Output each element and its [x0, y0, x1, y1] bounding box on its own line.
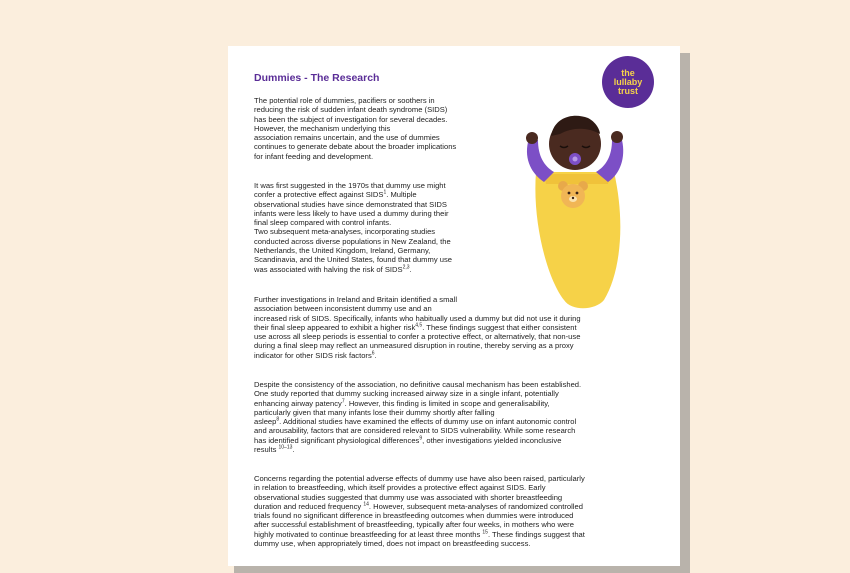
text-line: observational studies have since demonstrated that SIDS [254, 199, 447, 209]
paragraph-intro [254, 96, 456, 161]
text-line: during a final sleep may reflect an unmeasured disruption in routine, thereby serving as a proxy [254, 341, 574, 351]
baby-sleeping-bag-illustration [514, 104, 639, 309]
text-line: reducing the risk of sudden infant death syndrome (SIDS) [254, 105, 448, 115]
citation-ref: 2,3 [402, 264, 410, 271]
text-run: . [409, 264, 412, 274]
text-line [254, 436, 581, 445]
text-run: . These findings suggest that [487, 529, 585, 539]
text-line: increased risk of SIDS. Specifically, infants who habitually used a dummy but did not use it during [254, 313, 581, 323]
text-run: enhancing airway patency [254, 398, 342, 408]
paragraph-breastfeeding [254, 474, 585, 548]
text-line: infants were less likely to have used a dummy during their [254, 208, 449, 218]
citation-ref: 7 [341, 398, 345, 405]
citation-ref: 9 [419, 435, 423, 442]
text-line: However, the mechanism underlying this [254, 123, 391, 133]
text-run: . However, this finding is limited in scope and generalisability, [344, 398, 550, 408]
text-line [254, 502, 585, 511]
text-line: final sleep compared with control infants. [254, 218, 392, 228]
text-line: Despite the consistency of the association, no definitive causal mechanism has been established. [254, 380, 582, 389]
text-line: association remains uncertain, and the use of dummies [254, 133, 440, 143]
lullaby-trust-logo [602, 56, 654, 108]
text-line: Two subsequent meta-analyses, incorporating studies [254, 227, 436, 237]
text-run: duration and reduced frequency [254, 501, 364, 511]
text-line [254, 417, 581, 426]
text-line: particularly given that many infants lose their dummy shortly after falling [254, 407, 495, 417]
document-page [228, 46, 680, 566]
text-line: Scandinavia, and the United States, found that dummy use [254, 255, 452, 265]
text-line: conducted across diverse populations in New Zealand, the [254, 236, 451, 246]
paragraph-history [254, 181, 452, 274]
citation-ref: 4,5 [415, 322, 423, 329]
logo-line-1: the [621, 67, 635, 78]
text-line: observational studies suggested that dummy use was associated with shorter breastfeeding [254, 492, 563, 502]
text-line [254, 323, 581, 332]
text-run: indicator for other SIDS risk factors [254, 350, 372, 360]
text-line [254, 265, 452, 274]
logo-line-3: trust [618, 85, 638, 96]
text-line: trials found no significant difference in breastfeeding outcomes when dummies were introduced [254, 511, 574, 521]
text-run: . [292, 445, 295, 455]
text-run: their final sleep appeared to exhibit a higher risk [254, 322, 416, 332]
text-run: asleep [254, 417, 277, 427]
text-line: and arousability, factors that are considered relevant to SIDS vulnerability. While some research [254, 426, 576, 436]
text-run: was associated with halving the risk of SIDS [254, 264, 403, 274]
text-line: Concerns regarding the potential adverse effects of dummy use have also been raised, particularly [254, 474, 585, 483]
text-line: in relation to breastfeeding, which itself provides a protective effect against SIDS. Early [254, 483, 546, 493]
text-line [254, 190, 452, 199]
text-run: results [254, 445, 279, 455]
text-line [254, 351, 581, 360]
logo-line-2: lullaby [613, 76, 643, 87]
text-line: association between inconsistent dummy use and an [254, 304, 432, 314]
text-line: Further investigations in Ireland and Britain identified a small [254, 295, 458, 304]
text-line: The potential role of dummies, pacifiers or soothers in [254, 96, 435, 105]
text-run: . However, subsequent meta-analyses of randomized controlled [368, 501, 583, 511]
text-line [254, 399, 581, 408]
text-line: has been the subject of investigation for several decades. [254, 114, 448, 124]
text-line: use across all sleep periods is essential to confer a protective effect, or alternatively, that non-use [254, 332, 581, 342]
text-run: . Multiple [386, 190, 417, 200]
citation-ref: 14 [363, 501, 369, 508]
text-line [254, 530, 585, 539]
text-run: . [374, 350, 377, 360]
citation-ref: 15 [482, 529, 488, 536]
text-run: highly motivated to continue breastfeeding for at least three months [254, 529, 483, 539]
paragraph-mechanism [254, 380, 581, 454]
text-line: One study reported that dummy sucking increased airway size in a single infant, potentially [254, 389, 559, 399]
text-run: . These findings suggest that either consistent [422, 322, 577, 332]
citation-ref: 6 [371, 350, 375, 357]
text-line: Netherlands, the United Kingdom, Ireland, Germany, [254, 246, 431, 256]
text-run: confer a protective effect against SIDS [254, 190, 384, 200]
text-line: dummy use, when appropriately timed, does not impact on breastfeeding success. [254, 539, 531, 549]
text-line: for infant feeding and development. [254, 151, 374, 161]
text-line [254, 445, 581, 454]
text-line: after successful establishment of breastfeeding, typically after four weeks, in mothers who were [254, 520, 574, 530]
text-run: . Additional studies have examined the effects of dummy use on infant autonomic control [279, 417, 577, 427]
page-title: Dummies - The Research [254, 72, 380, 84]
text-run: , other investigations yielded inconclusive [422, 435, 562, 445]
text-line: It was first suggested in the 1970s that dummy use might [254, 181, 446, 190]
text-line: continues to generate debate about the broader implications [254, 142, 457, 152]
citation-ref: 8 [276, 416, 280, 423]
citation-ref: 10–13 [278, 444, 293, 451]
text-run: has identified significant physiological differences [254, 435, 420, 445]
citation-ref: 1 [383, 189, 387, 196]
paragraph-inconsistent-use [254, 295, 581, 360]
